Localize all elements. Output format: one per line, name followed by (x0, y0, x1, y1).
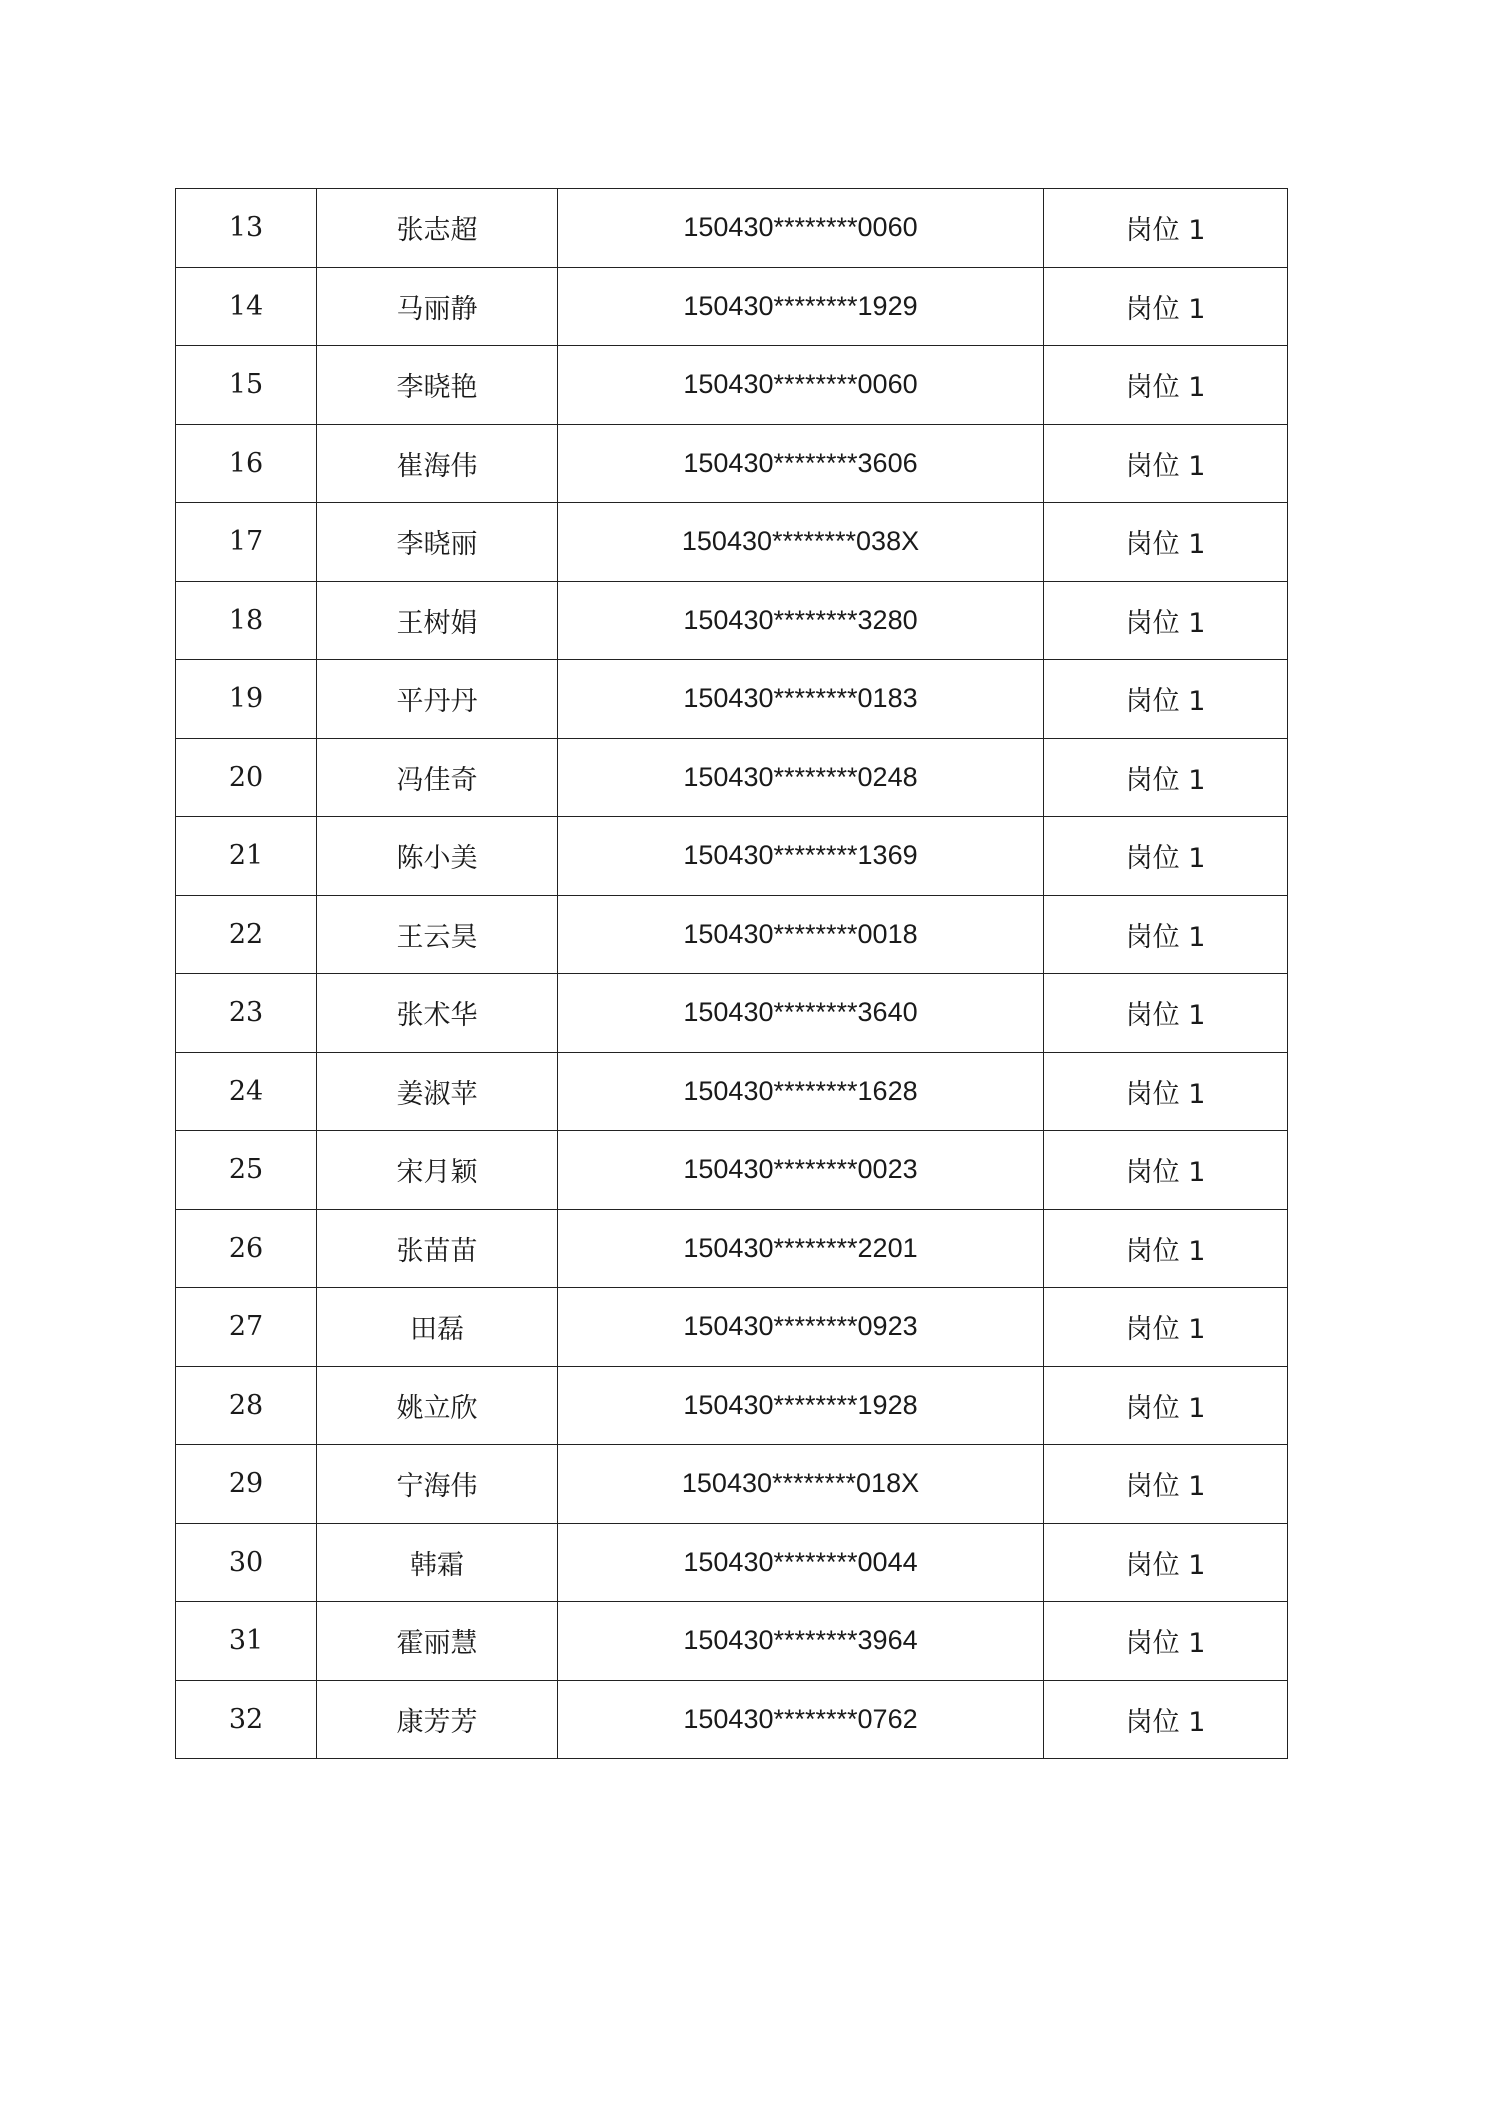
row-number-cell: 28 (176, 1366, 317, 1445)
id-number-cell: 150430********1369 (558, 817, 1044, 896)
row-number-cell: 21 (176, 817, 317, 896)
post-cell: 岗位 1 (1044, 1052, 1288, 1131)
row-number-cell: 32 (176, 1680, 317, 1759)
post-cell: 岗位 1 (1044, 189, 1288, 268)
row-number-cell: 30 (176, 1523, 317, 1602)
id-number-cell: 150430********0923 (558, 1288, 1044, 1367)
id-number-cell: 150430********2201 (558, 1209, 1044, 1288)
table-row (176, 267, 1288, 346)
table-row (176, 581, 1288, 660)
post-cell: 岗位 1 (1044, 1523, 1288, 1602)
table-row (176, 424, 1288, 503)
person-name-cell: 姚立欣 (317, 1366, 558, 1445)
id-number-cell: 150430********3280 (558, 581, 1044, 660)
post-cell: 岗位 1 (1044, 974, 1288, 1053)
post-cell: 岗位 1 (1044, 895, 1288, 974)
person-name-cell: 崔海伟 (317, 424, 558, 503)
person-name-cell: 王云昊 (317, 895, 558, 974)
row-number-cell: 22 (176, 895, 317, 974)
table-row (176, 974, 1288, 1053)
post-cell: 岗位 1 (1044, 581, 1288, 660)
row-number-cell: 16 (176, 424, 317, 503)
row-number-cell: 24 (176, 1052, 317, 1131)
person-name-cell: 李晓丽 (317, 503, 558, 582)
person-name-cell: 康芳芳 (317, 1680, 558, 1759)
person-name-cell: 张术华 (317, 974, 558, 1053)
table-row (176, 738, 1288, 817)
row-number-cell: 19 (176, 660, 317, 739)
post-cell: 岗位 1 (1044, 1445, 1288, 1524)
id-number-cell: 150430********0044 (558, 1523, 1044, 1602)
table-row (176, 1288, 1288, 1367)
person-name-cell: 张志超 (317, 189, 558, 268)
table-row (176, 1366, 1288, 1445)
id-number-cell: 150430********1628 (558, 1052, 1044, 1131)
person-name-cell: 霍丽慧 (317, 1602, 558, 1681)
person-name-cell: 冯佳奇 (317, 738, 558, 817)
table-row (176, 1052, 1288, 1131)
person-name-cell: 王树娟 (317, 581, 558, 660)
id-number-cell: 150430********1929 (558, 267, 1044, 346)
post-cell: 岗位 1 (1044, 503, 1288, 582)
post-cell: 岗位 1 (1044, 424, 1288, 503)
post-cell: 岗位 1 (1044, 1366, 1288, 1445)
id-number-cell: 150430********0060 (558, 346, 1044, 425)
table-row (176, 346, 1288, 425)
roster-sheet (175, 188, 1283, 1759)
roster-table (175, 188, 1288, 1759)
row-number-cell: 13 (176, 189, 317, 268)
table-row (176, 1209, 1288, 1288)
id-number-cell: 150430********0060 (558, 189, 1044, 268)
post-cell: 岗位 1 (1044, 1680, 1288, 1759)
person-name-cell: 张苗苗 (317, 1209, 558, 1288)
id-number-cell: 150430********3606 (558, 424, 1044, 503)
id-number-cell: 150430********0248 (558, 738, 1044, 817)
person-name-cell: 平丹丹 (317, 660, 558, 739)
row-number-cell: 15 (176, 346, 317, 425)
person-name-cell: 姜淑苹 (317, 1052, 558, 1131)
post-cell: 岗位 1 (1044, 660, 1288, 739)
post-cell: 岗位 1 (1044, 267, 1288, 346)
row-number-cell: 31 (176, 1602, 317, 1681)
table-row (176, 189, 1288, 268)
table-row (176, 1680, 1288, 1759)
table-row (176, 817, 1288, 896)
post-cell: 岗位 1 (1044, 1288, 1288, 1367)
id-number-cell: 150430********3640 (558, 974, 1044, 1053)
post-cell: 岗位 1 (1044, 1602, 1288, 1681)
person-name-cell: 李晓艳 (317, 346, 558, 425)
row-number-cell: 23 (176, 974, 317, 1053)
table-row (176, 503, 1288, 582)
table-row (176, 660, 1288, 739)
post-cell: 岗位 1 (1044, 1209, 1288, 1288)
table-row (176, 1602, 1288, 1681)
person-name-cell: 宁海伟 (317, 1445, 558, 1524)
row-number-cell: 18 (176, 581, 317, 660)
post-cell: 岗位 1 (1044, 738, 1288, 817)
id-number-cell: 150430********1928 (558, 1366, 1044, 1445)
table-row (176, 1523, 1288, 1602)
person-name-cell: 宋月颖 (317, 1131, 558, 1210)
post-cell: 岗位 1 (1044, 1131, 1288, 1210)
id-number-cell: 150430********0762 (558, 1680, 1044, 1759)
table-row (176, 1131, 1288, 1210)
table-row (176, 895, 1288, 974)
id-number-cell: 150430********0023 (558, 1131, 1044, 1210)
row-number-cell: 20 (176, 738, 317, 817)
id-number-cell: 150430********038X (558, 503, 1044, 582)
post-cell: 岗位 1 (1044, 817, 1288, 896)
person-name-cell: 韩霜 (317, 1523, 558, 1602)
row-number-cell: 17 (176, 503, 317, 582)
person-name-cell: 陈小美 (317, 817, 558, 896)
id-number-cell: 150430********018X (558, 1445, 1044, 1524)
person-name-cell: 田磊 (317, 1288, 558, 1367)
row-number-cell: 25 (176, 1131, 317, 1210)
person-name-cell: 马丽静 (317, 267, 558, 346)
row-number-cell: 26 (176, 1209, 317, 1288)
row-number-cell: 27 (176, 1288, 317, 1367)
id-number-cell: 150430********0018 (558, 895, 1044, 974)
row-number-cell: 14 (176, 267, 317, 346)
id-number-cell: 150430********3964 (558, 1602, 1044, 1681)
id-number-cell: 150430********0183 (558, 660, 1044, 739)
roster-table-body (176, 189, 1288, 1759)
table-row (176, 1445, 1288, 1524)
row-number-cell: 29 (176, 1445, 317, 1524)
post-cell: 岗位 1 (1044, 346, 1288, 425)
